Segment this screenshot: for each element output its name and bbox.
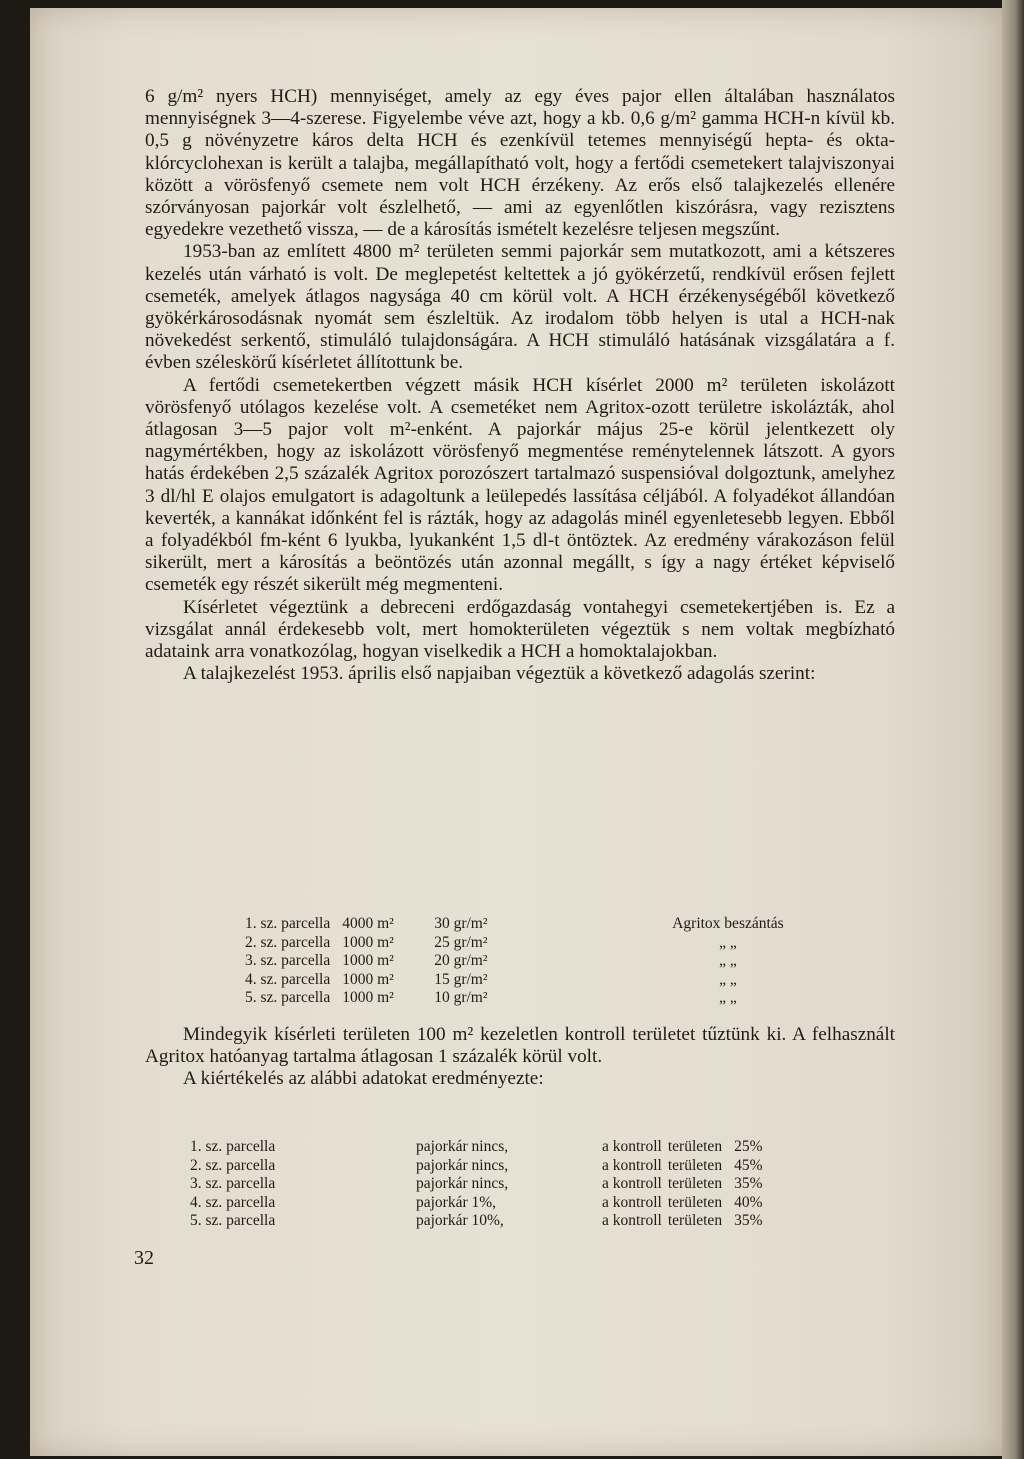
table-cell: „ „ — [719, 970, 737, 988]
table-cell: 4. sz. parcella — [190, 1193, 276, 1211]
table-row — [245, 989, 784, 1008]
table-cell: 1. sz. parcella — [190, 1138, 276, 1155]
table-cell: 5. sz. parcella — [245, 989, 331, 1006]
table-cell: 25 gr/m² — [434, 933, 488, 951]
table-cell: Agritox beszántás — [672, 915, 784, 932]
paragraph: 6 g/m² nyers HCH) mennyiséget, amely az egy éves pajor ellen általában használatos mennyiségnek 3—4-szerese. Figyelembe véve azt, hogy a kb. 0,6 g/m² gamma HCH-n kívül kb. 0,5 g növényzetre káros delta HCH és ezenkívül tetemes mennyiségű hepta- és okta-klórcyclohexan is került a talajba, megállapítható volt, hogy a fertődi csemetekert talajviszonyai között a vörösfenyő csemete nem volt HCH érzékeny. Az erős első talajkezelés ellenére szórványosan pajorkár volt észlelhető, — ami az egyenlőtlen kiszórásra, vagy rezisztens egyedekre vezethető vissza, — de a károsítás ismételt kezelésre teljesen megszűnt. — [145, 86, 895, 241]
page-number: 32 — [134, 1247, 154, 1269]
paragraph: A talajkezelést 1953. április első napjaiban végeztük a következő adagolás szerint: — [183, 663, 816, 685]
table-cell: 1. sz. parcella — [245, 915, 331, 932]
table-cell: 1000 m² — [342, 989, 394, 1006]
paragraph: A kiértékelés az alábbi adatokat eredményezte: — [183, 1068, 544, 1090]
page-edge-shadow — [1002, 0, 1024, 1459]
paragraph: A fertődi csemetekertben végzett másik HCH kísérlet 2000 m² területen iskolázott vörösfenyő utólagos kezelése volt. A csemetéket nem Agritox-ozott területre iskolázták, ahol átlagosan 3—5 pajor volt m²-enként. A pajorkár május 25-e körül jelentkezett oly nagymértékben, hogy az iskolázott vörösfenyő megmentése reménytelennek látszott. A gyors hatás érdekében 2,5 százalék Agritox porozószert tartalmazó suspensióval dolgoztunk, amelyhez 3 dl/hl E olajos emulgatort is adagoltunk a leülepedés lassítása céljából. A folyadékot állandóan keverték, a kannákat időnként fel is rázták, hogy az adagolás minél egyenletesebb legyen. Ebből a folyadékból fm-ként 6 lyukba, lyukanként 1,5 dl-t öntöztek. Az eredmény várakozáson felül sikerült, mert a károsítás a beöntözés után azonnal megállt, s így a nagy értéket képviselő csemeték egy részét sikerült még megmenteni. — [145, 374, 895, 596]
results-table — [190, 1138, 763, 1231]
table-cell: a kontroll — [602, 1193, 662, 1211]
table-cell: 20 gr/m² — [434, 952, 488, 969]
table-cell: pajorkár 10%, — [416, 1212, 504, 1229]
table-cell: területen — [667, 1156, 723, 1174]
table-cell: 1000 m² — [342, 952, 394, 969]
table-cell: „ „ — [719, 989, 737, 1006]
table-row — [190, 1212, 763, 1231]
table-cell: a kontroll — [602, 1212, 662, 1229]
table-cell: területen — [667, 1175, 723, 1192]
paragraph: 1953-ban az említett 4800 m² területen semmi pajorkár sem mutatkozott, ami a kétszeres kezelés után várható is volt. De meglepetést keltettek a jó gyökérzetű, rendkívül erősen fejlett csemeték, amelyek átlagos nagysága 40 cm körül volt. A HCH érzékenységéből következő gyökérkárosodásnak nyomát sem észleltük. Az irodalom több helyen is utal a HCH-nak növekedést serkentő, stimuláló tulajdonságára. A HCH stimuláló hatásának vizsgálatára a f. évben széleskörű kísérletet állítottunk be. — [145, 241, 895, 374]
table-row — [190, 1157, 763, 1176]
table-cell: 30 gr/m² — [434, 915, 488, 932]
table-row — [245, 915, 784, 934]
table-cell: területen — [667, 1193, 723, 1211]
table-cell: 15 gr/m² — [434, 970, 488, 988]
paragraph: Kísérletet végeztünk a debreceni erdőgazdaság vontahegyi csemetekertjében is. Ez a vizsgálat annál érdekesebb volt, mert homokterületen végeztük s nem voltak megbízható adataink arra vonatkozólag, hogyan viselkedik a HCH a homoktalajokban. — [145, 596, 895, 663]
table-cell: területen — [667, 1212, 723, 1229]
table-row — [245, 952, 784, 971]
table-cell: 10 gr/m² — [434, 989, 488, 1006]
table-cell: „ „ — [719, 952, 737, 969]
table-cell: pajorkár nincs, — [416, 1138, 509, 1155]
table-cell: pajorkár nincs, — [416, 1175, 509, 1192]
table-cell: 45% — [734, 1156, 763, 1174]
table-cell: pajorkár nincs, — [416, 1156, 509, 1174]
table-row — [245, 971, 784, 990]
table-cell: 1000 m² — [342, 970, 394, 988]
table-cell: 5. sz. parcella — [190, 1212, 276, 1229]
table-cell: „ „ — [719, 933, 737, 951]
body-text-after — [145, 1024, 895, 1091]
table-cell: 3. sz. parcella — [190, 1175, 276, 1192]
table-cell: 35% — [734, 1212, 763, 1229]
table-row — [190, 1138, 763, 1157]
table-cell: 2. sz. parcella — [190, 1156, 276, 1174]
table-cell: 4000 m² — [342, 915, 394, 932]
table-row — [245, 934, 784, 953]
table-cell: 4. sz. parcella — [245, 970, 331, 988]
table-cell: 3. sz. parcella — [245, 952, 331, 969]
table-cell: 25% — [734, 1138, 763, 1155]
paragraph: Mindegyik kísérleti területen 100 m² kezeletlen kontroll területet tűztünk ki. A felhasznált Agritox hatóanyag tartalma átlagosan 1 százalék körül volt. — [145, 1024, 895, 1068]
table-row — [190, 1194, 763, 1213]
table-cell: 1000 m² — [342, 933, 394, 951]
table-cell: 40% — [734, 1193, 763, 1211]
table-cell: 2. sz. parcella — [245, 933, 331, 951]
table-cell: a kontroll — [602, 1156, 662, 1174]
table-row — [190, 1175, 763, 1194]
body-text — [145, 86, 895, 685]
table-cell: pajorkár 1%, — [416, 1193, 497, 1211]
table-cell: a kontroll — [602, 1175, 662, 1192]
table-cell: 35% — [734, 1175, 763, 1192]
dosage-table — [245, 915, 784, 1008]
table-cell: területen — [667, 1138, 723, 1155]
table-cell: a kontroll — [602, 1138, 662, 1155]
